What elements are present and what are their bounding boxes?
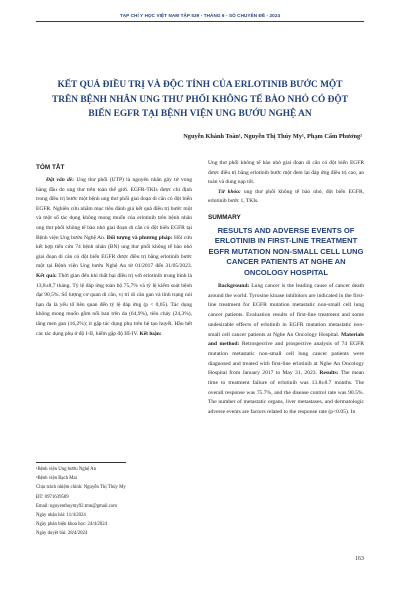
header-rule xyxy=(36,21,364,22)
footnote-affiliation-2: ²Bệnh viện Bạch Mai xyxy=(36,476,78,482)
objective-text: Ung thư phổi (UTP) là nguyên nhân gây tử vong hàng đầu do ung thư trên toàn thế giới. EGFR-TKIs được chỉ định trong điều trị bước một bệnh ung thư phổi giai đoạn di căn có đột biến EGFR. Nghiên cứu nhằm mục tiêu đánh giá kết quả điều trị bước một và một số tác dụng không mong muốn của erlotinib trên bệnh nhân ung thư phổi không tế bào nhỏ giai đoạn di căn có đột biến EGFR tại Bệnh viện Ung bướu Nghệ An. xyxy=(36,177,192,241)
summary-en-title: RESULTS AND ADVERSE EVENTS OF ERLOTINIB IN FIRST-LINE TREATMENT EGFR MUTATION NON-SMALL CELL LUNG CANCER PATIENTS AT NGHE AN ONCOLOGY HOSPITAL xyxy=(208,225,364,277)
footnote-reviewed: Ngày phản biện khoa học: 24/4/2024 xyxy=(36,522,108,528)
summary-en-body xyxy=(208,282,364,418)
keywords-text: ung thư phổi không tế bào nhỏ, đột biến EGFR, erlotinib bước 1, TKIs. xyxy=(208,188,364,205)
results-label: Results: xyxy=(319,370,339,377)
summary-vn-body xyxy=(36,176,192,339)
footnote-accepted: Ngày duyệt bài: 28/4/2024 xyxy=(36,531,88,537)
method-label: Đối tượng và phương pháp: xyxy=(106,234,173,241)
background-label: Background: xyxy=(218,283,250,289)
conclusion-text: Ung thư phổi không tế bào nhỏ giai đoạn di căn có đột biến EGFR được điều trị bằng erlotinib bước một đem lại đáp ứng điều trị cao, an toàn và dung nạp tốt. xyxy=(208,160,364,186)
method-text: Hồi cứu kết hợp tiến cứu 74 bệnh nhân (BN) ung thư phổi không tế bào nhỏ giai đoạn di căn có đột biến EGFR được điều trị bằng erlotinib bước một tại Bệnh viện Ung bướu Nghệ An từ 01/2017 đến 31/05/2023. xyxy=(36,234,192,270)
footnote-phone: ĐT: 0971639589 xyxy=(36,494,69,500)
article-authors: Nguyễn Khánh Toàn¹, Nguyễn Thị Thúy My¹, Phạm Cẩm Phương² xyxy=(183,133,362,140)
footnote-email: Email: nguyenthuymy92.tmn@gmail.com xyxy=(36,503,118,509)
right-column xyxy=(208,159,364,418)
page-number: 163 xyxy=(355,556,364,562)
materials-text: Retrospective and prospective analysis of 74 EGFR mutation metastatic non-small cell lung cancer patients were diagnosed and treated with first-line erlotinib at Nghe An Oncology Hospital from January 2017 to May 31, 2023. xyxy=(208,341,364,377)
keywords-paragraph xyxy=(208,188,364,207)
materials-label: Materials and method: xyxy=(208,331,364,348)
results-text: The mean time to treatment failure of erlotinib was 13.8±8.7 months. The overall response was 75.7%, and the disease control rate was 90.5%. The number of metastatic organs, liver metastases, and dermatologic adverse events are factors related to the response rate (p<0.05). In xyxy=(208,370,364,416)
result-label: Kết quả: xyxy=(36,272,57,279)
footnote-affiliation-1: ¹Bệnh viện Ung bướu Nghệ An xyxy=(36,467,97,472)
conclusion-continued xyxy=(208,159,364,188)
article-title: KẾT QUẢ ĐIỀU TRỊ VÀ ĐỘC TÍNH CỦA ERLOTINIB BƯỚC MỘT TRÊN BỆNH NHÂN UNG THƯ PHỔI KHÔNG TẾ BÀO NHỎ CÓ ĐỘT BIẾN EGFR TẠI BỆNH VIỆN UNG BƯỚU NGHỆ AN xyxy=(52,80,348,119)
footnote-corresponding: Chịu trách nhiệm chính: Nguyễn Thị Thúy My xyxy=(36,485,126,491)
result-text: Thời gian đến khi thất bại điều trị với erlotinib trung bình là 13,8±8,7 tháng. Tỷ lệ đáp ứng toàn bộ 75,7% và tỷ lệ kiểm soát bệnh đạt 90,5%. Số lượng cơ quan di căn, vị trí di căn gan và tình trạng nói hạn đa là yếu tố liên quan đến tỷ lệ đáp ứng (p < 0,05). Tác dụng không mong muốn gồm nổi ban trên da (64,9%), tiêu chảy (24,3%), tăng men gan (16,2%); ít gặp tác dụng phụ trên hệ tạo huyết. Hầu hết các tác dụng phụ ở độ I-II, hiếm gặp độ III-IV. xyxy=(36,272,193,337)
keywords-label: Từ khóa: xyxy=(218,188,241,195)
objective-label: Đặt vấn đề: xyxy=(46,177,75,183)
background-text: Lung cancer is the leading cause of cancer death around the world. Tyrosine kinase inhibitors are indicated in the first-line treatment for EGFR mutation metastatic non-small cell lung cancer patients. Evaluation results of first-line treatment and some undesirable effects of erlotinib in EGFR mutation metastatic non-small cell cancer patients at Nghe An Oncology Hospital. xyxy=(208,283,364,338)
conclusion-label: Kết luận: xyxy=(139,330,162,337)
footnote-rule xyxy=(36,462,126,463)
summary-vn-heading: TÓM TẮT xyxy=(36,164,65,171)
left-column xyxy=(36,163,192,339)
footnotes xyxy=(36,465,196,539)
footnote-received: Ngày nhận bài: 11/4/2024 xyxy=(36,513,86,519)
summary-en-heading: SUMMARY xyxy=(208,213,241,221)
journal-header: TẠP CHÍ Y HỌC VIỆT NAM TẬP 539 - THÁNG 6 - SỐ CHUYÊN ĐỀ - 2024 xyxy=(119,13,281,18)
